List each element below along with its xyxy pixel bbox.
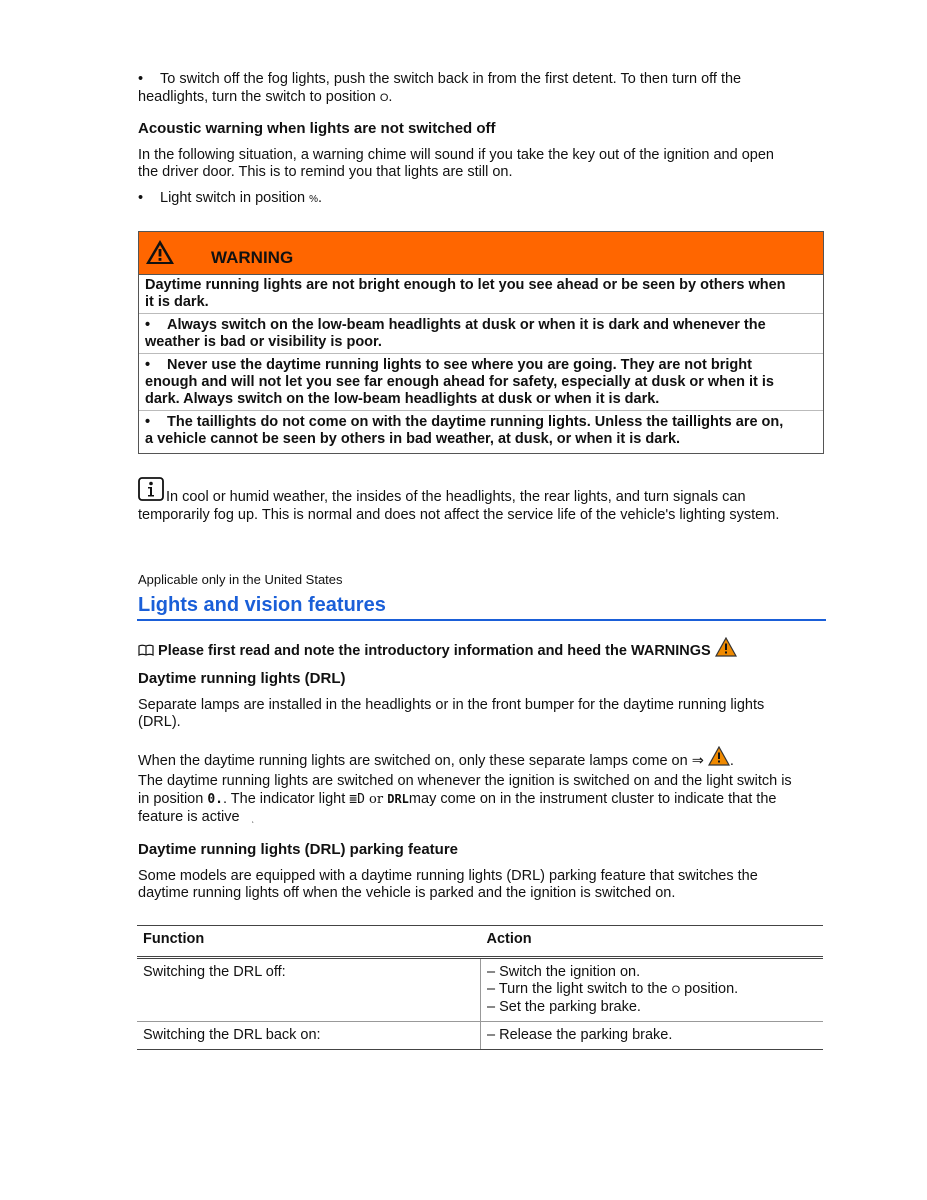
warning-box	[138, 231, 824, 454]
table-row	[137, 1022, 823, 1050]
position-symbol: O	[379, 92, 389, 104]
drl-p3-line2	[138, 790, 776, 809]
table-cell	[481, 958, 824, 1022]
warning-item	[139, 275, 823, 313]
drl-p3-line3	[138, 808, 255, 827]
acoustic-text-1: In the following situation, a warning chime will sound if you take the key out of the ignition and open	[138, 147, 774, 163]
action-step: – Set the parking brake.	[487, 999, 641, 1015]
position-symbol: O	[671, 984, 681, 996]
parking-line2: daytime running lights off when the vehicle is parked and the ignition is switched on.	[138, 885, 676, 901]
note-text-2: temporarily fog up. This is normal and does not affect the service life of the vehicle's lighting system.	[138, 507, 780, 523]
warning-text: • The taillights do not come on with the daytime running lights. Unless the taillights are on,	[145, 414, 784, 430]
drl-p1-line2: (DRL).	[138, 714, 181, 730]
text: may come on in the instrument cluster to indicate that the	[408, 791, 777, 807]
table-header: Action	[481, 926, 824, 958]
warning-text: weather is bad or visibility is poor.	[145, 334, 382, 350]
warning-title: WARNING	[211, 248, 294, 267]
section-title: Lights and vision features	[138, 594, 386, 616]
bullet-dot: •	[138, 190, 144, 206]
warning-triangle-icon[interactable]	[715, 637, 737, 657]
book-icon	[138, 644, 154, 656]
title-rule	[137, 619, 826, 621]
table-cell: – Release the parking brake.	[481, 1022, 824, 1050]
position-symbol: 0.	[207, 792, 223, 807]
period: .	[388, 89, 393, 105]
warning-text: • Always switch on the low-beam headlights at dusk or when it is dark and whenever the	[145, 317, 766, 333]
table-row	[137, 958, 823, 1022]
warning-text: • Never use the daytime running lights to see where you are going. They are not bright	[145, 357, 752, 373]
acoustic-heading: Acoustic warning when lights are not switched off	[138, 120, 496, 137]
parking-heading: Daytime running lights (DRL) parking feature	[138, 841, 459, 858]
warning-text: dark. Always switch on the low-beam headlights at dusk or when it is dark.	[145, 391, 660, 407]
warning-body	[139, 275, 823, 450]
warning-item	[139, 410, 823, 450]
parking-line1: Some models are equipped with a daytime running lights (DRL) parking feature that switches the	[138, 868, 758, 884]
mark: ˛	[251, 813, 255, 823]
text: feature is active	[138, 809, 240, 825]
position-symbol: %	[309, 194, 319, 205]
bullet-text: Light switch in position	[160, 190, 306, 206]
text: . The indicator light	[222, 791, 346, 807]
action-step: – Switch the ignition on.	[487, 964, 641, 980]
action-step: – Turn the light switch to the O position.	[487, 981, 739, 997]
period: .	[729, 753, 734, 769]
acoustic-text-2: the driver door. This is to remind you that lights are still on.	[138, 164, 513, 180]
fog-lights-bullet-cont	[138, 88, 392, 107]
note-text-1: In cool or humid weather, the insides of the headlights, the rear lights, and turn signals can	[166, 489, 746, 505]
bullet-text: headlights, turn the switch to position	[138, 89, 376, 105]
read-note	[138, 637, 737, 660]
table-header: Function	[137, 926, 481, 958]
warning-text: a vehicle cannot be seen by others in bad weather, at dusk, or when it is dark.	[145, 431, 681, 447]
warning-header	[139, 232, 823, 275]
warning-triangle-icon[interactable]	[708, 746, 730, 766]
warning-text: enough and will not let you see far enough ahead for safety, especially at dusk or when it is	[145, 374, 775, 390]
drl-heading: Daytime running lights (DRL)	[138, 670, 346, 687]
drl-indicator-icon: ≣D	[349, 792, 365, 807]
drl-p3-line1: The daytime running lights are switched on whenever the ignition is switched on and the light switch is	[138, 773, 792, 789]
warning-item	[139, 353, 823, 410]
function-table	[137, 925, 823, 1050]
drl-p2	[138, 746, 734, 770]
bullet-dot: •	[138, 71, 144, 87]
warning-triangle-icon	[145, 239, 175, 265]
info-icon	[138, 477, 164, 501]
table-cell: Switching the DRL back on:	[137, 1022, 481, 1050]
drl-indicator-icon: DRL	[387, 792, 409, 806]
text: in position	[138, 791, 204, 807]
warning-text: Daytime running lights are not bright enough to let you see ahead or be seen by others when	[145, 277, 786, 293]
fog-lights-bullet	[138, 70, 741, 88]
table-header-row	[137, 926, 823, 958]
applicability-note: Applicable only in the United States	[138, 572, 343, 587]
warning-item	[139, 313, 823, 353]
acoustic-bullet	[138, 189, 322, 209]
table-cell: Switching the DRL off:	[137, 958, 481, 1022]
period: .	[318, 190, 323, 206]
text: or	[364, 792, 388, 807]
bullet-text: To switch off the fog lights, push the switch back in from the first detent. To then turn off the	[160, 71, 742, 87]
drl-p2-text: When the daytime running lights are switched on, only these separate lamps come on ⇒	[138, 753, 704, 769]
read-note-text: Please first read and note the introductory information and heed the WARNINGS	[158, 643, 711, 659]
drl-p1-line1: Separate lamps are installed in the headlights or in the front bumper for the daytime running lights	[138, 697, 765, 713]
warning-text: it is dark.	[145, 294, 209, 310]
